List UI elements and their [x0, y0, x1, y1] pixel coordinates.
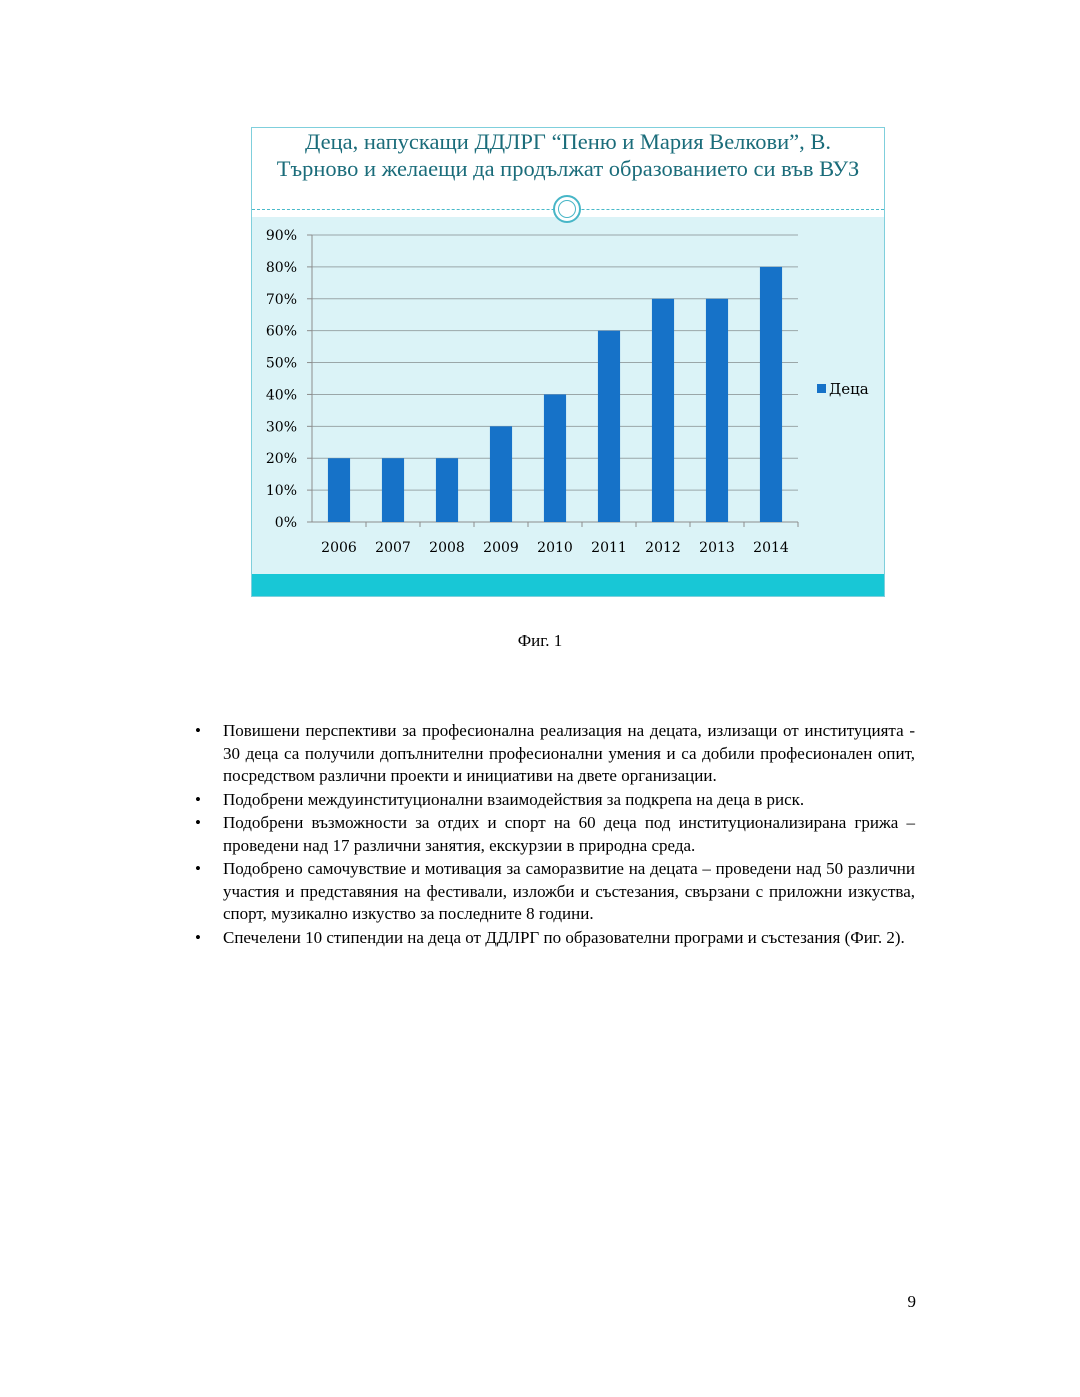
bar [490, 426, 512, 522]
y-tick-label: 80% [265, 259, 297, 276]
x-tick-label: 2007 [375, 540, 411, 556]
y-tick-label: 60% [265, 323, 297, 340]
x-tick-label: 2014 [753, 540, 789, 556]
y-tick-label: 30% [265, 419, 297, 436]
bar [436, 458, 458, 522]
x-tick-label: 2010 [537, 540, 573, 556]
bullet-icon: • [195, 789, 201, 809]
bullet-list [195, 720, 915, 950]
y-tick-label: 0% [274, 515, 297, 531]
x-tick-label: 2011 [591, 540, 627, 556]
list-item-text: Повишени перспективи за професионална реализация на децата, излизащи от институцията - 30 деца са получили допълнителни професионални умения и са добили професионален опит, посредством различни проекти и инициативи на двете организации. [223, 721, 915, 785]
list-item-text: Подобрени възможности за отдих и спорт на 60 деца под институционализирана грижа – проведени над 17 различни занятия, екскурзии в природна среда. [223, 813, 915, 855]
bullet-icon: • [195, 859, 201, 878]
list-item-text: Подобрено самочувствие и мотивация за саморазвитие на децата – проведени над 50 различни участия и представяния на фестивали, изложби и състезания, свързани с приложни изкуства, спорт, музикално изкуство за последните 8 години. [223, 859, 915, 923]
chart-container [251, 127, 885, 597]
bullet-icon: • [195, 927, 201, 947]
bar [652, 299, 674, 522]
list-item [195, 789, 915, 812]
y-tick-label: 10% [265, 483, 297, 500]
x-tick-label: 2008 [429, 540, 465, 556]
page-number: 9 [907, 1292, 916, 1311]
y-tick-label: 50% [265, 355, 297, 372]
x-tick-label: 2013 [699, 540, 735, 556]
bar [544, 394, 566, 522]
bullet-icon: • [195, 813, 201, 832]
list-item [195, 927, 915, 950]
list-item [195, 720, 915, 788]
legend-label: Деца [829, 380, 869, 398]
x-tick-label: 2009 [483, 540, 519, 556]
bar [598, 331, 620, 522]
x-tick-label: 2012 [645, 540, 681, 556]
bar [328, 458, 350, 522]
list-item-text: Подобрени междуинституционални взаимодействия за подкрепа на деца в риск. [223, 789, 805, 809]
list-item [195, 858, 915, 926]
y-tick-label: 70% [265, 291, 297, 308]
bar [706, 299, 728, 522]
bullet-icon: • [195, 721, 201, 740]
x-tick-label: 2006 [321, 540, 357, 556]
legend-swatch [817, 384, 826, 393]
list-item-text: Спечелени 10 стипендии на деца от ДДЛРГ по образователни програми и състезания (Фиг. 2). [223, 927, 905, 947]
bar-chart [252, 128, 886, 598]
bar [382, 458, 404, 522]
bar [760, 267, 782, 522]
y-tick-label: 40% [265, 387, 297, 404]
y-tick-label: 20% [265, 451, 297, 468]
chart-title: Деца, напускащи ДДЛРГ “Пеню и Мария Велкови”, В. Търново и желаещи да продължат образованието си във ВУЗ [276, 129, 860, 181]
list-item [195, 812, 915, 857]
figure-caption: Фиг. 1 [517, 631, 563, 650]
y-tick-label: 90% [265, 228, 297, 244]
